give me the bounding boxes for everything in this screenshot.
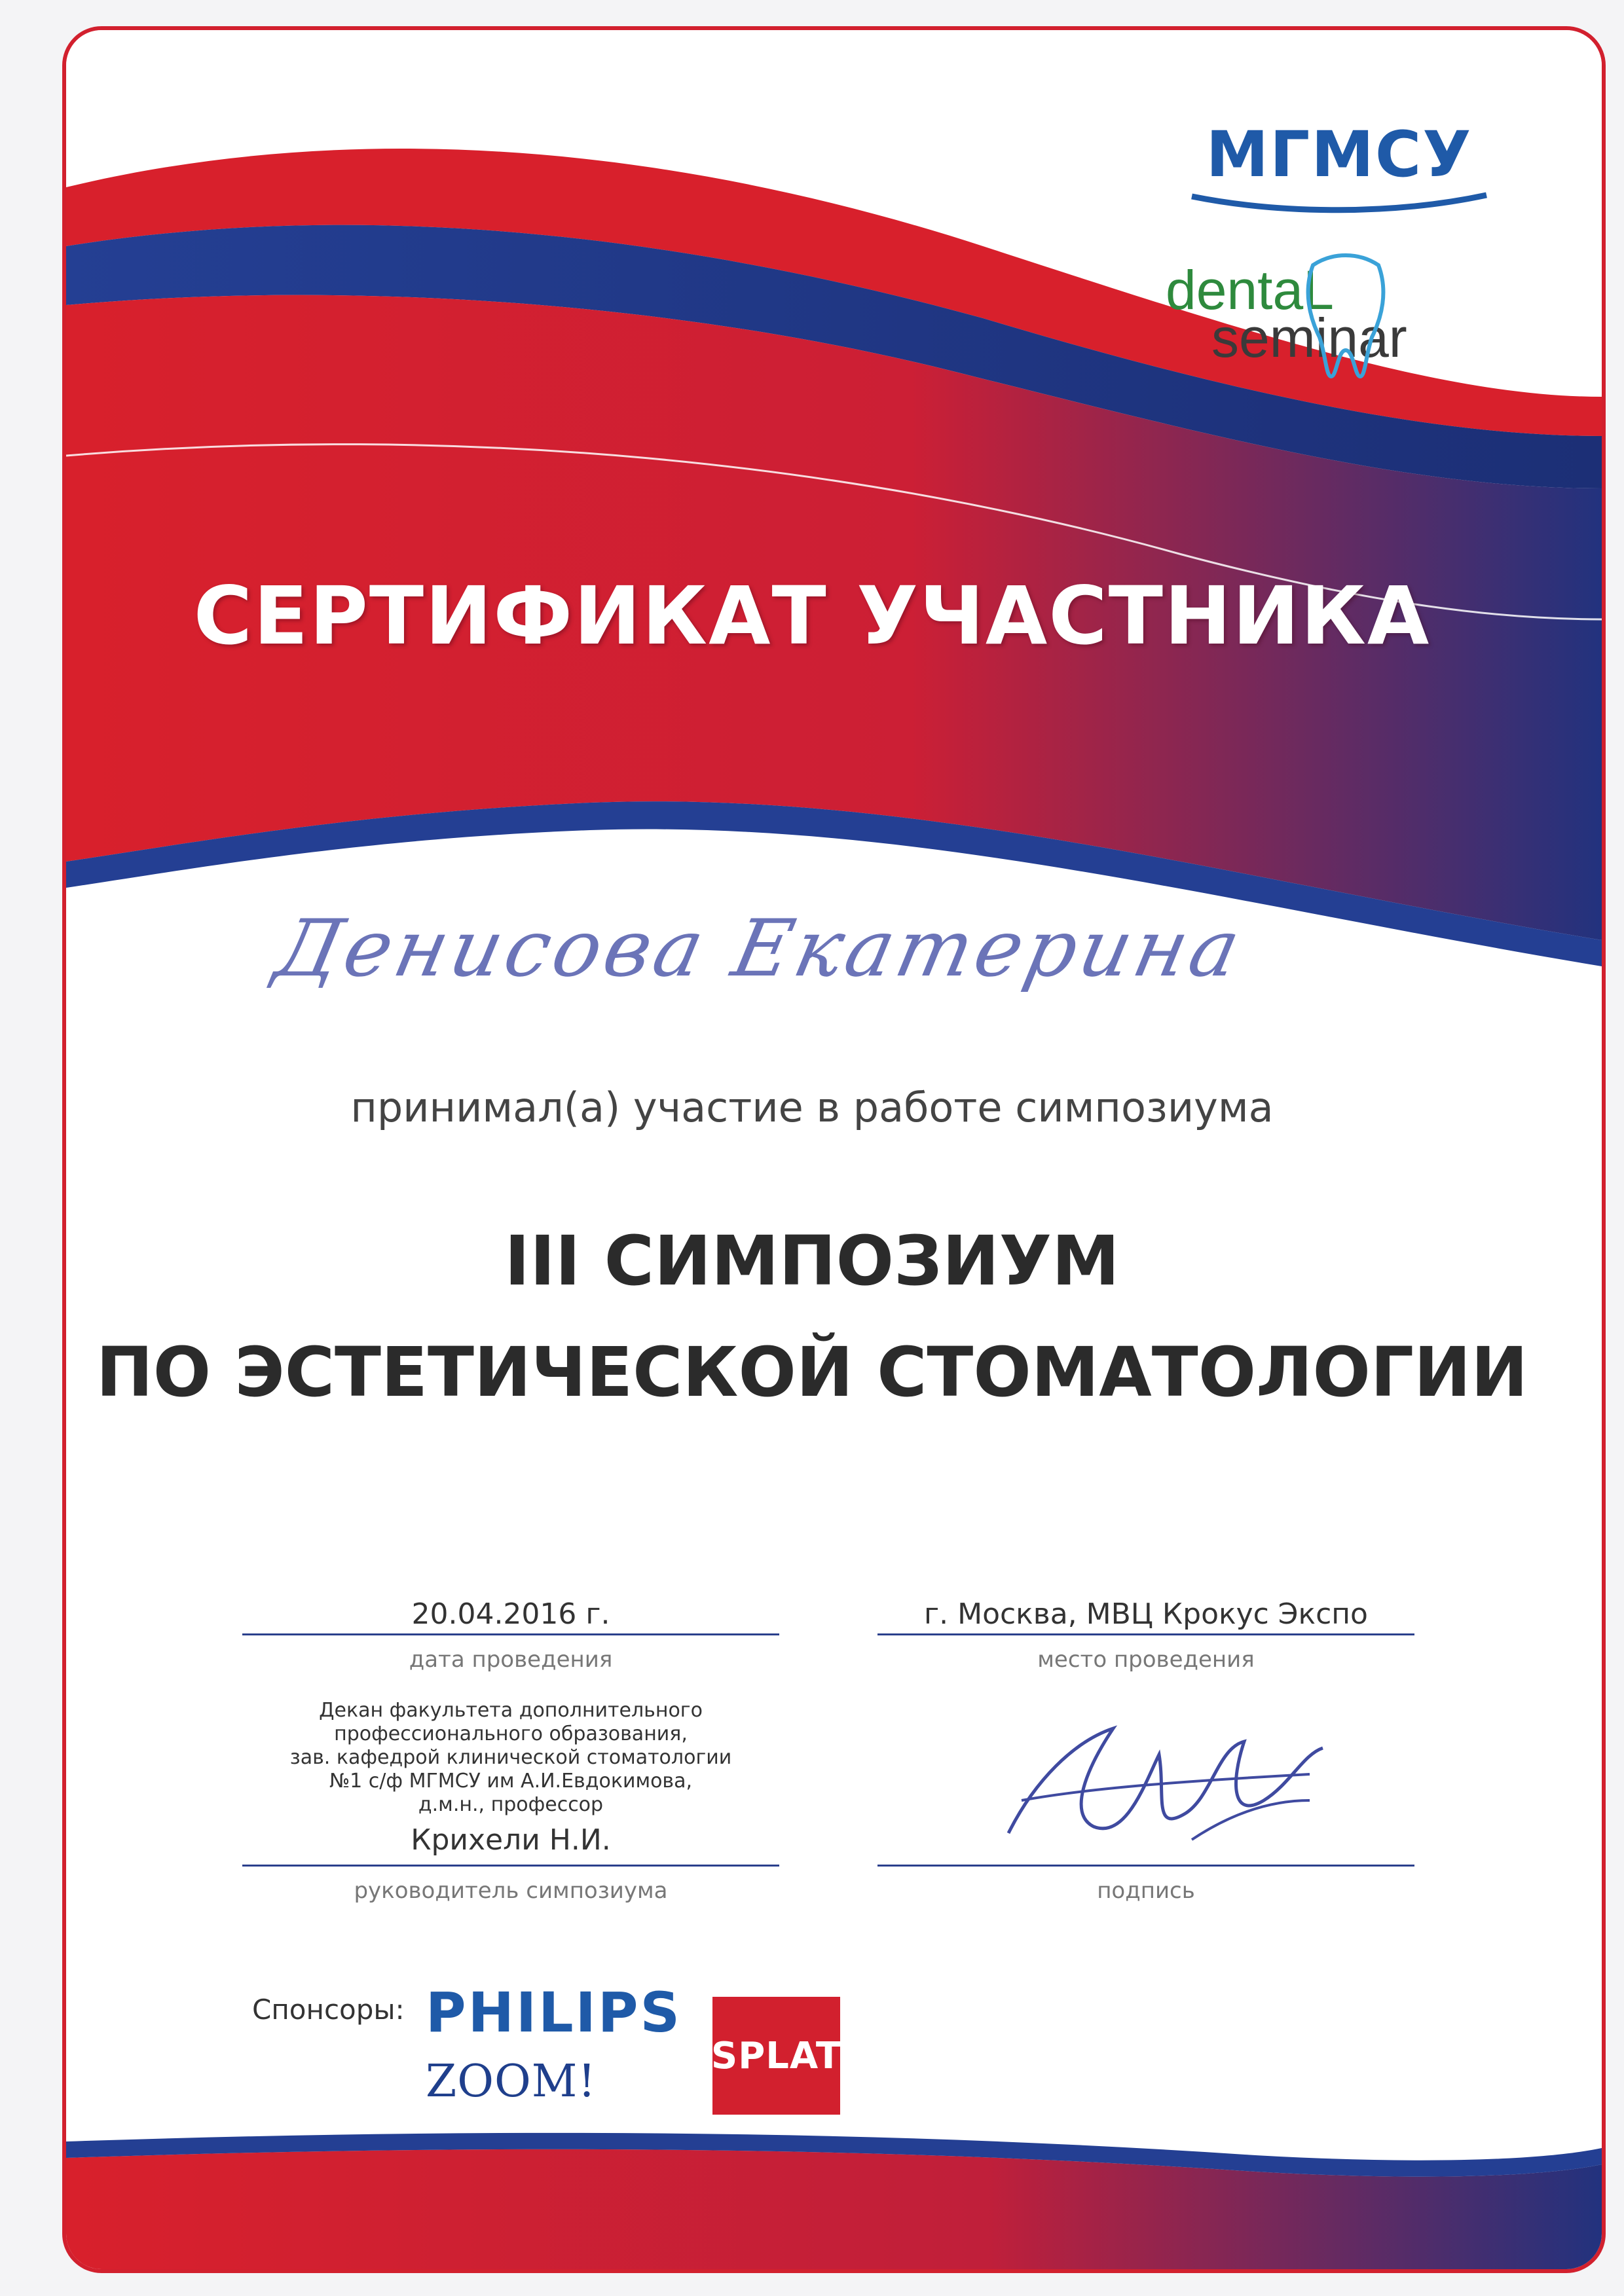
- mgmsu-logo: МГМСУ: [1206, 118, 1473, 191]
- dean-line: д.м.н., профессор: [418, 1793, 604, 1816]
- place-value: г. Москва, МВЦ Крокус Экспо: [924, 1597, 1368, 1631]
- place-underline: [877, 1633, 1414, 1635]
- participant-name: Денисова Екатерина: [268, 903, 1251, 994]
- certificate-title: СЕРТИФИКАТ УЧАСТНИКА: [193, 570, 1431, 663]
- dean-title: [242, 1699, 779, 1817]
- symposium-title-line2: ПО ЭСТЕТИЧЕСКОЙ СТОМАТОЛОГИИ: [96, 1332, 1528, 1412]
- splat-logo-text: SPLAT: [710, 2034, 842, 2077]
- dental-seminar-logo-line2: seminar: [1211, 307, 1407, 369]
- mgmsu-logo-arc: [1185, 190, 1493, 216]
- tooth-icon: [1300, 252, 1392, 383]
- splat-logo: [712, 1997, 840, 2115]
- signature-caption: подпись: [1097, 1878, 1195, 1904]
- head-caption: руководитель симпозиума: [354, 1878, 668, 1904]
- signature-underline: [877, 1865, 1414, 1867]
- date-value: 20.04.2016 г.: [411, 1597, 610, 1631]
- dental-seminar-logo-line1: dentaL: [1166, 259, 1334, 321]
- dean-line: Декан факультета дополнительного: [319, 1699, 703, 1722]
- head-name: Крихели Н.И.: [411, 1823, 611, 1857]
- place-caption: место проведения: [1037, 1647, 1255, 1673]
- sponsors-label: Спонсоры:: [252, 1994, 405, 2026]
- date-caption: дата проведения: [409, 1647, 613, 1673]
- philips-logo: PHILIPS: [426, 1980, 682, 2045]
- zoom-logo: ZOOM!: [426, 2056, 597, 2107]
- symposium-title-line1: III СИМПОЗИУМ: [504, 1221, 1120, 1301]
- handwritten-signature: [995, 1702, 1336, 1872]
- participation-text: принимал(а) участие в работе симпозиума: [350, 1084, 1274, 1131]
- head-underline: [242, 1865, 779, 1867]
- dean-line: №1 с/ф МГМСУ им А.И.Евдокимова,: [329, 1770, 693, 1793]
- date-underline: [242, 1633, 779, 1635]
- dean-line: зав. кафедрой клинической стоматологии: [289, 1746, 732, 1769]
- dean-line: профессионального образования,: [334, 1722, 688, 1745]
